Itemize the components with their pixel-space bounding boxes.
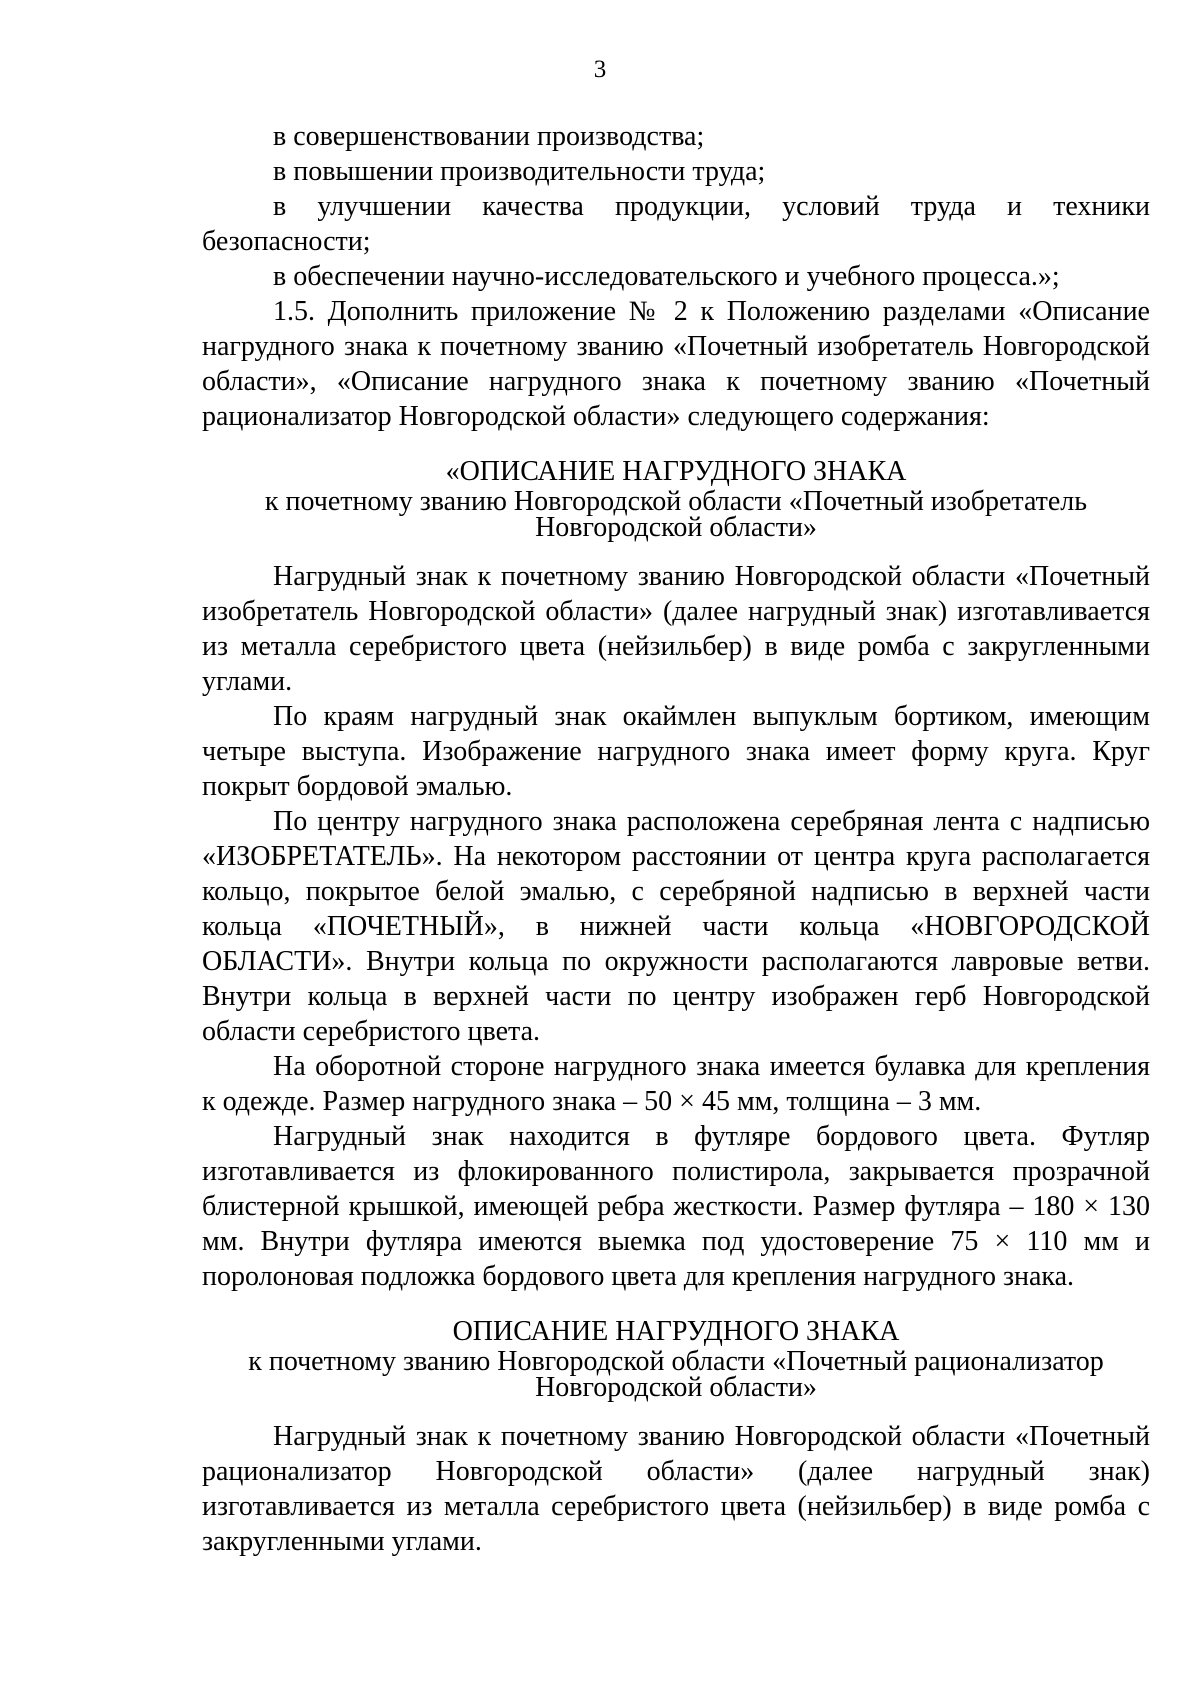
document-body [202, 119, 1150, 1559]
paragraph: По краям нагрудный знак окаймлен выпуклым бортиком, имеющим четыре выступа. Изображение нагрудного знака имеет форму круга. Круг покрыт бордовой эмалью. [202, 701, 1150, 802]
paragraph: По центру нагрудного знака расположена серебряная лента с надписью «ИЗОБРЕТАТЕЛЬ». На некотором расстоянии от центра круга располагается кольцо, покрытое белой эмалью, с серебряной надписью в верхней части кольца «ПОЧЕТНЫЙ», в нижней части кольца «НОВГОРОДСКОЙ ОБЛАСТИ». Внутри кольца по окружности располагаются лавровые ветви. Внутри кольца в верхней части по центру изображен герб Новгородской области серебристого цвета. [202, 806, 1150, 1047]
section-subheading: Новгородской области» [535, 512, 817, 543]
paragraph: Нагрудный знак к почетному званию Новгородской области «Почетный рационализатор Новгородской области» (далее нагрудный знак) изготавливается из металла серебристого цвета (нейзильбер) в виде ромба с закругленными углами. [202, 1421, 1150, 1557]
section-body [202, 559, 1150, 1294]
intro-item: в улучшении качества продукции, условий труда и техники безопасности; [202, 191, 1150, 257]
intro-item: в совершенствовании производства; [273, 121, 705, 152]
section-subheading: Новгородской области» [535, 1372, 817, 1403]
page-number: 3 [593, 56, 607, 83]
section-subheading: к почетному званию Новгородской области «Почетный рационализатор [248, 1346, 1104, 1377]
section-heading: ОПИСАНИЕ НАГРУДНОГО ЗНАКА [452, 1316, 900, 1347]
paragraph: Нагрудный знак к почетному званию Новгородской области «Почетный изобретатель Новгородской области» (далее нагрудный знак) изготавливается из металла серебристого цвета (нейзильбер) в виде ромба с закругленными углами. [202, 561, 1150, 697]
clause-1-5: 1.5. Дополнить приложение № 2 к Положению разделами «Описание нагрудного знака к почетному званию «Почетный изобретатель Новгородской области», «Описание нагрудного знака к почетному званию «Почетный рационализатор Новгородской области» следующего содержания: [202, 296, 1150, 432]
section-heading: «ОПИСАНИЕ НАГРУДНОГО ЗНАКА [445, 456, 907, 487]
section-body [202, 1419, 1150, 1559]
intro-item: в обеспечении научно-исследовательского и учебного процесса.»; [273, 261, 1060, 292]
section-inventor [202, 454, 1150, 1294]
paragraph: Нагрудный знак находится в футляре бордового цвета. Футляр изготавливается из флокированного полистирола, закрывается прозрачной блистерной крышкой, имеющей ребра жесткости. Размер футляра – 180 × 130 мм. Внутри футляра имеются выемка под удостоверение 75 × 110 мм и поролоновая подложка бордового цвета для крепления нагрудного знака. [202, 1121, 1150, 1292]
intro-item: в повышении производительности труда; [273, 156, 766, 187]
section-rationalizer [202, 1314, 1150, 1559]
section-subheading: к почетному званию Новгородской области «Почетный изобретатель [264, 486, 1088, 517]
paragraph: На оборотной стороне нагрудного знака имеется булавка для крепления к одежде. Размер нагрудного знака – 50 × 45 мм, толщина – 3 мм. [202, 1051, 1150, 1117]
